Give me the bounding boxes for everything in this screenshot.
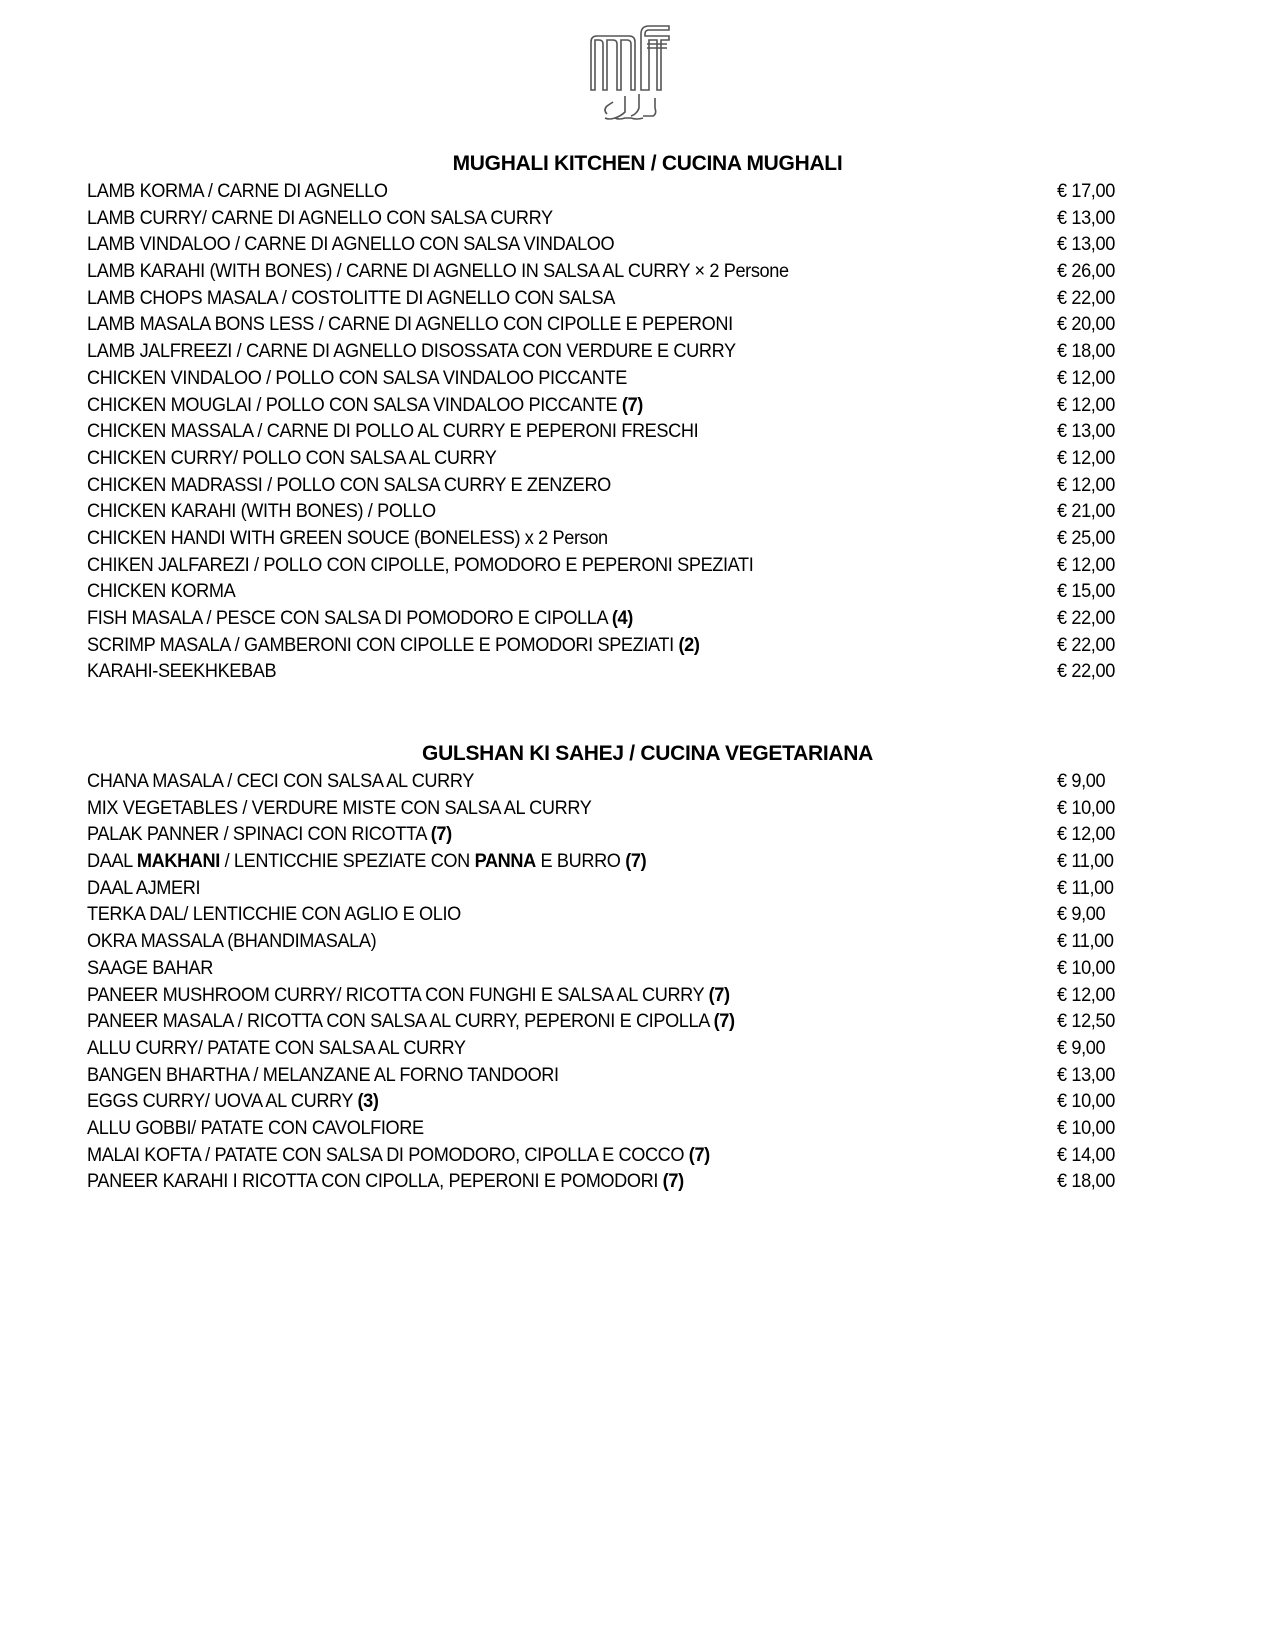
menu-item-name-part: DAAL [87,850,137,873]
menu-item-price: € 9,00 [1057,770,1106,792]
menu-item-name [87,1008,735,1035]
menu-item-name [87,658,276,685]
menu-item-price: € 18,00 [1057,1170,1115,1193]
menu-item-name-part: PANEER MUSHROOM CURRY/ RICOTTA CON FUNGHI E SALSA AL CURRY [87,983,709,1006]
menu-item-name-bold-part: (7) [430,823,452,846]
menu-item-name-part: LAMB CURRY/ CARNE DI AGNELLO CON SALSA CURRY [87,206,553,229]
menu-item [0,338,1275,365]
menu-item-name-part: SAAGE BAHAR [87,956,213,979]
menu-item-name [87,392,643,419]
menu-item-name-part: LAMB JALFREEZI / CARNE DI AGNELLO DISOSSATA CON VERDURE E CURRY [87,340,736,363]
section-mughali-kitchen [0,150,1275,685]
menu-item-name-bold-part: (7) [708,983,730,1006]
menu-item-name [87,338,736,365]
menu-item-name [87,205,553,232]
menu-item-name-part: EGGS CURRY/ UOVA AL CURRY [87,1090,358,1113]
menu-item-price: € 13,00 [1057,420,1115,443]
menu-item-name-part: LAMB VINDALOO / CARNE DI AGNELLO CON SALSA VINDALOO [87,233,615,256]
menu-item-name-part: CHICKEN CURRY/ POLLO CON SALSA AL CURRY [87,446,497,469]
menu-item [0,365,1275,392]
menu-item-name-bold-part: (4) [611,607,633,629]
menu-item-price: € 22,00 [1057,633,1115,656]
menu-item [0,285,1275,312]
menu-item-name [87,605,633,632]
menu-item-price: € 10,00 [1057,956,1115,979]
menu-item-price: € 12,00 [1057,446,1115,469]
menu-item [0,1088,1275,1115]
menu-item-name-bold-part: (7) [625,850,647,873]
menu-item-name-part: BANGEN BHARTHA / MELANZANE AL FORNO TANDOORI [87,1063,559,1086]
menu-item-price: € 12,00 [1057,366,1115,389]
menu-item [0,552,1275,579]
menu-item-name-part: FISH MASALA / PESCE CON SALSA DI POMODORO E CIPOLLA [87,607,612,629]
menu-item-name [87,1088,379,1115]
menu-item-name-part: CHICKEN VINDALOO / POLLO CON SALSA VINDALOO PICCANTE [87,366,627,389]
menu-item-name [87,1035,466,1062]
menu-item-price: € 13,00 [1057,206,1115,229]
logo-mark-icon [585,22,675,122]
menu-item-name-bold-part: (2) [678,633,700,656]
menu-item [0,1168,1275,1195]
menu-item-name-part: LAMB CHOPS MASALA / COSTOLITTE DI AGNELLO CON SALSA [87,286,615,309]
menu-item-price: € 22,00 [1057,660,1115,683]
menu-item [0,821,1275,848]
menu-item-name-part: OKRA MASSALA (BHANDIMASALA) [87,930,377,953]
menu-item-name-part: LAMB KARAHI (WITH BONES) / CARNE DI AGNELLO IN SALSA AL CURRY × 2 Persone [87,260,789,283]
menu-item [0,928,1275,955]
menu-item-price: € 22,00 [1057,286,1115,309]
menu-item-name [87,498,436,525]
menu-item-price: € 18,00 [1057,340,1115,363]
menu-item-name [87,1168,684,1195]
menu-item [0,445,1275,472]
menu-item [0,418,1275,445]
menu-item [0,1062,1275,1089]
menu-item-name-part: TERKA DAL/ LENTICCHIE CON AGLIO E OLIO [87,903,461,926]
menu-item-name [87,231,614,258]
menu-item-price: € 14,00 [1057,1143,1115,1166]
menu-item [0,498,1275,525]
menu-item-name-part: PANEER MASALA / RICOTTA CON SALSA AL CURRY, PEPERONI E CIPOLLA [87,1010,714,1033]
menu-item-name [87,258,789,285]
menu-item-name-bold-part: (7) [621,393,643,416]
menu-item-price: € 22,00 [1057,607,1115,629]
menu-item [0,901,1275,928]
menu-item-name [87,955,213,982]
menu-item-name-part: LAMB KORMA / CARNE DI AGNELLO [87,180,388,202]
menu-item-name-bold-part: (7) [662,1170,684,1193]
menu-item-price: € 9,00 [1057,1036,1106,1059]
menu-item [0,231,1275,258]
menu-item-price: € 12,00 [1057,473,1115,496]
menu-item-name-bold-part: MAKHANI [136,850,220,873]
menu-item-name [87,578,235,605]
menu-item-name [87,848,646,875]
menu-item-name [87,1115,424,1142]
menu-item-name [87,525,608,552]
menu-item-price: € 11,00 [1057,876,1114,899]
menu-item-name-part: PALAK PANNER / SPINACI CON RICOTTA [87,823,431,846]
menu-item [0,1035,1275,1062]
menu-item-price: € 26,00 [1057,260,1115,283]
menu-item-name [87,901,461,928]
menu-item-name [87,982,730,1009]
menu-item-name [87,311,733,338]
menu-item [0,982,1275,1009]
menu-item-name-part: CHICKEN HANDI WITH GREEN SOUCE (BONELESS) x 2 Person [87,526,608,549]
section-vegetarian-kitchen [0,740,1275,1195]
menu-item-name-part: CHICKEN MASSALA / CARNE DI POLLO AL CURRY E PEPERONI FRESCHI [87,420,699,443]
menu-item-price: € 10,00 [1057,1090,1115,1113]
menu-item-name-part: MIX VEGETABLES / VERDURE MISTE CON SALSA AL CURRY [87,796,592,819]
menu-item-name [87,472,611,499]
menu-item-name-part: ALLU GOBBI/ PATATE CON CAVOLFIORE [87,1116,424,1139]
menu-item-name-bold-part: PANNA [474,850,536,873]
menu-item-name-part: / LENTICCHIE SPEZIATE CON [219,850,475,873]
menu-item [0,178,1275,205]
menu-item [0,632,1275,659]
menu-item-name-part: LAMB MASALA BONS LESS / CARNE DI AGNELLO CON CIPOLLE E PEPERONI [87,313,733,336]
menu-item [0,875,1275,902]
menu-item-price: € 20,00 [1057,313,1115,336]
menu-item [0,1008,1275,1035]
menu-item [0,392,1275,419]
menu-item [0,1142,1275,1169]
menu-item [0,525,1275,552]
menu-item-name-part: CHICKEN MOUGLAI / POLLO CON SALSA VINDALOO PICCANTE [87,393,622,416]
menu-item-price: € 12,50 [1057,1010,1115,1033]
menu-item-price: € 15,00 [1057,580,1115,603]
section-title: MUGHALI KITCHEN / CUCINA MUGHALI [452,152,843,175]
menu-item [0,605,1275,632]
menu-item [0,955,1275,982]
menu-item-name-part: SCRIMP MASALA / GAMBERONI CON CIPOLLE E POMODORI SPEZIATI [87,633,679,656]
menu-item-name-part: MALAI KOFTA / PATATE CON SALSA DI POMODORO, CIPOLLA E COCCO [87,1143,689,1166]
menu-item-price: € 11,00 [1057,850,1114,873]
menu-item [0,848,1275,875]
menu-item-price: € 21,00 [1057,500,1115,523]
menu-item-name-part: CHANA MASALA / CECI CON SALSA AL CURRY [87,770,474,792]
menu-item-price: € 17,00 [1057,180,1115,202]
menu-item-name [87,875,200,902]
menu-item [0,472,1275,499]
menu-item-name-part: E BURRO [535,850,626,873]
menu-item-name [87,552,753,579]
menu-item-name-part: KARAHI-SEEKHKEBAB [87,660,277,683]
menu-item-price: € 11,00 [1057,930,1114,953]
menu-item [0,205,1275,232]
menu-item-price: € 12,00 [1057,823,1115,846]
menu-item-name [87,928,376,955]
menu-item-name-bold-part: (7) [713,1010,735,1033]
menu-item-price: € 10,00 [1057,796,1115,819]
menu-item-name [87,821,452,848]
menu-item-name-bold-part: (3) [357,1090,379,1113]
menu-item-price: € 10,00 [1057,1116,1115,1139]
menu-item-price: € 25,00 [1057,526,1115,549]
menu-item-name [87,445,496,472]
section-title: GULSHAN KI SAHEJ / CUCINA VEGETARIANA [422,742,873,765]
menu-item [0,258,1275,285]
menu-item-name [87,632,700,659]
menu-item-name [87,768,474,795]
menu-item-name [87,1142,710,1169]
menu-item-price: € 12,00 [1057,393,1115,416]
menu-item-price: € 12,00 [1057,983,1115,1006]
menu-item-name-part: ALLU CURRY/ PATATE CON SALSA AL CURRY [87,1036,466,1059]
menu-item-name [87,365,627,392]
menu-item-name [87,418,698,445]
menu-item-price: € 13,00 [1057,1063,1115,1086]
menu-item-price: € 13,00 [1057,233,1115,256]
menu-item-name [87,285,615,312]
menu-item-name [87,795,591,822]
menu-item-name-part: DAAL AJMERI [87,876,201,899]
menu-item-name-part: CHICKEN MADRASSI / POLLO CON SALSA CURRY E ZENZERO [87,473,611,496]
menu-item-name-part: CHIKEN JALFAREZI / POLLO CON CIPOLLE, POMODORO E PEPERONI SPEZIATI [87,553,754,576]
menu-item [0,795,1275,822]
menu-item [0,768,1275,795]
restaurant-logo [585,22,675,122]
menu-item-name [87,1062,559,1089]
menu-item-price: € 9,00 [1057,903,1106,926]
menu-item [0,658,1275,685]
menu-item-name-part: PANEER KARAHI I RICOTTA CON CIPOLLA, PEPERONI E POMODORI [87,1170,663,1193]
menu-item-name-part: CHICKEN KORMA [87,580,236,603]
menu-item-name-bold-part: (7) [688,1143,710,1166]
menu-item [0,578,1275,605]
menu-item [0,1115,1275,1142]
menu-item [0,311,1275,338]
menu-item-price: € 12,00 [1057,553,1115,576]
menu-item-name-part: CHICKEN KARAHI (WITH BONES) / POLLO [87,500,436,523]
menu-item-name [87,178,388,205]
